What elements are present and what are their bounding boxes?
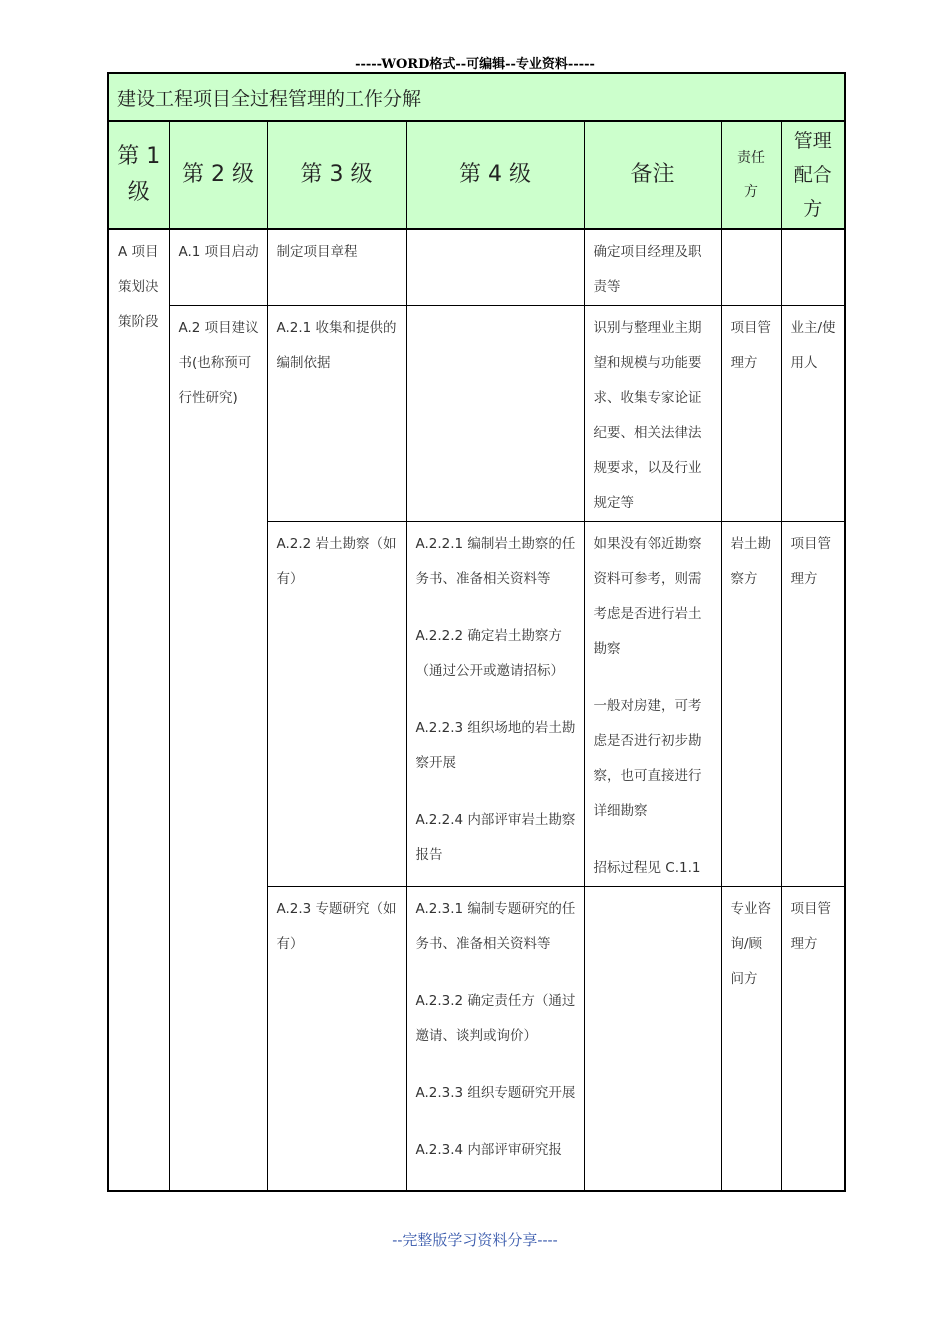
level4-item: A.2.3.1 编制专题研究的任务书、准备相关资料等 [415,901,576,952]
level4-item: A.2.2.4 内部评审岩土勘察报告 [415,812,576,863]
col-header-note: 备注 [584,121,721,229]
level4-item: A.2.2.1 编制岩土勘察的任务书、准备相关资料等 [415,536,576,587]
note-cell: 确定项目经理及职责等 [584,229,721,306]
page-footer: --完整版学习资料分享---- [392,1231,558,1249]
header-row [108,121,845,229]
management-cell [781,229,845,306]
level1-cell: A 项目策划决策阶段 [108,229,169,1191]
level2-cell: A.1 项目启动 [169,229,267,306]
level4-cell [406,229,584,306]
level4-cell [406,887,584,1191]
work-breakdown-table [107,72,846,1192]
level4-cell [406,306,584,522]
level3-cell: A.2.3 专题研究（如有） [267,887,406,1191]
note-item: 招标过程见 C.1.1 [593,860,701,876]
responsible-cell: 岩土勘察方 [721,522,781,887]
management-cell: 项目管理方 [781,522,845,887]
level4-item: A.2.2.3 组织场地的岩土勘察开展 [415,720,576,771]
col-header-management: 管理 配合 方 [781,121,845,229]
page-header: -----WORD格式--可编辑--专业资料----- [355,57,595,72]
level2-cell: A.2 项目建议书(也称预可行性研究) [169,306,267,1191]
col-header-responsible: 责任 方 [721,121,781,229]
level4-item: A.2.3.4 内部评审研究报 [415,1142,562,1158]
responsible-cell: 专业咨询/顾问方 [721,887,781,1191]
responsible-cell [721,229,781,306]
level4-item: A.2.3.2 确定责任方（通过邀请、谈判或询价） [415,993,576,1044]
table-title: 建设工程项目全过程管理的工作分解 [108,73,845,121]
col-header-level2: 第 2 级 [169,121,267,229]
level4-cell [406,522,584,887]
table-row [108,229,845,306]
level4-item: A.2.2.2 确定岩土勘察方（通过公开或邀请招标） [415,628,564,679]
col-header-level1: 第 1 级 [108,121,169,229]
level3-cell: 制定项目章程 [267,229,406,306]
level3-cell: A.2.2 岩土勘察（如有） [267,522,406,887]
level4-item: A.2.3.3 组织专题研究开展 [415,1085,576,1101]
note-item: 如果没有邻近勘察资料可参考，则需考虑是否进行岩土勘察 [593,536,702,657]
responsible-cell: 项目管理方 [721,306,781,522]
col-header-level3: 第 3 级 [267,121,406,229]
management-cell: 业主/使用人 [781,306,845,522]
note-item: 一般对房建，可考虑是否进行初步勘察，也可直接进行详细勘察 [593,698,702,819]
management-cell: 项目管理方 [781,887,845,1191]
col-header-level4: 第 4 级 [406,121,584,229]
note-cell: 识别与整理业主期望和规模与功能要求、收集专家论证纪要、相关法律法规要求，以及行业规定等 [584,306,721,522]
level3-cell: A.2.1 收集和提供的编制依据 [267,306,406,522]
note-cell [584,887,721,1191]
note-cell [584,522,721,887]
table-row [108,306,845,522]
